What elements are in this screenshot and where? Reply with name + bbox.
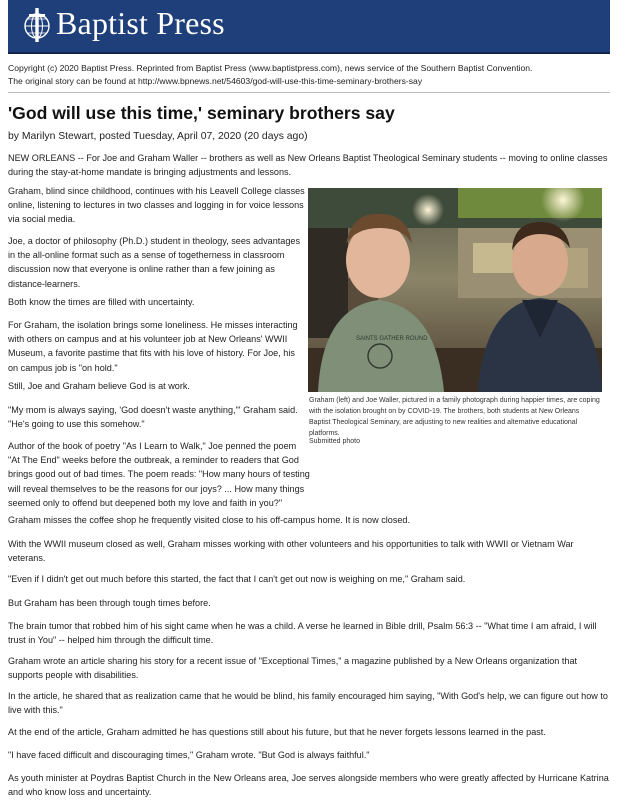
article-paragraph: Graham, blind since childhood, continues with his Leavell College classes online, listening to lectures in two classes and logging in for voice lessons via social media. bbox=[8, 186, 305, 225]
article-paragraph: Graham wrote an article sharing his story for a recent issue of "Exceptional Times," a magazine published by a New Orleans organization that supports people with disabilities. bbox=[8, 656, 578, 681]
article-paragraph: With the WWII museum closed as well, Graham misses working with other volunteers and his opportunities to talk with WWII or Vietnam War veterans. bbox=[8, 539, 574, 564]
article-paragraph: Both know the times are filled with uncertainty. bbox=[8, 297, 195, 307]
article-photo bbox=[308, 188, 602, 392]
article-paragraph: But Graham has been through tough times before. bbox=[8, 598, 211, 608]
article-paragraph: "I have faced difficult and discouraging times," Graham wrote. "But God is always faithful." bbox=[8, 750, 370, 760]
copyright-line: Copyright (c) 2020 Baptist Press. Reprinted from Baptist Press (www.baptistpress.com), news service of the Southern Baptist Convention. bbox=[8, 63, 533, 73]
article-paragraph: "Even if I didn't get out much before this started, the fact that I can't get out now is weighing on me," Graham said. bbox=[8, 574, 466, 584]
original-story-line: The original story can be found at http://www.bpnews.net/54603/god-will-use-this-time-seminary-brothers-say bbox=[8, 75, 423, 86]
cross-globe-icon bbox=[22, 8, 52, 42]
article-paragraph: Graham misses the coffee shop he frequently visited close to his off-campus home. It is now closed. bbox=[8, 515, 411, 525]
article-headline: 'God will use this time,' seminary brothers say bbox=[8, 103, 395, 123]
masthead-title: Baptist Press bbox=[56, 5, 225, 41]
article-paragraph: The brain tumor that robbed him of his sight came when he was a child. A verse he learned in Bible drill, Psalm 56:3 -- "What time I am afraid, I will trust in You" -- helped him through the difficult time. bbox=[8, 621, 597, 646]
photo-caption: Graham (left) and Joe Waller, pictured in a family photograph during happier times, are coping with the isolation brought on by COVID-19. The brothers, both students at New Orleans Baptist Theological Seminary, are adjusting to new realities and alternative educational platforms. bbox=[309, 397, 600, 437]
article-paragraph-part: Author of the book of poetry "As I Learn to Walk," Joe penned the poem "At The End" weeks before the outbreak, a reminder to readers that God brings good out of bad times. The poem reads: "How many hours of testing will reveal themselves to be the reasons for our joys? ... How many things seemed only to offend but deepened both my love and faith in you?" bbox=[8, 441, 310, 508]
article-paragraph: "My mom is always saying, 'God doesn't waste anything,'" Graham said. "He's going to use this somehow." bbox=[8, 405, 298, 430]
copyright-notice bbox=[8, 62, 610, 87]
article-paragraph: NEW ORLEANS -- For Joe and Graham Waller -- brothers as well as New Orleans Baptist Theological Seminary students -- moving to online classes during the stay-at-home mandate is bringing adjustments and lessons. bbox=[8, 153, 608, 178]
article-paragraph: Joe, a doctor of philosophy (Ph.D.) student in theology, sees advantages in the all-online format such as a sense of togetherness in classroom discussion now that everyone is online rather than a few joining as distance-learners. bbox=[8, 236, 301, 289]
brothers-photo-illustration bbox=[308, 188, 602, 392]
article-paragraph: Still, Joe and Graham believe God is at work. bbox=[8, 381, 190, 391]
article-paragraph: For Graham, the isolation brings some loneliness. He misses interacting with others on campus and at his volunteer job at New Orleans' WWII Museum, a favorite pastime that fits with his love of history. For Joe, his on campus job is "on hold." bbox=[8, 320, 298, 373]
article-byline: by Marilyn Stewart, posted Tuesday, April 07, 2020 (20 days ago) bbox=[8, 131, 308, 142]
article-paragraph: At the end of the article, Graham admitted he has questions still about his future, but that he never forgets lessons learned in the past. bbox=[8, 727, 546, 737]
shirt-print: SAINTS GATHER ROUND bbox=[356, 336, 428, 342]
photo-credit: Submitted photo bbox=[309, 438, 360, 445]
divider bbox=[8, 92, 610, 93]
article-paragraph: In the article, he shared that as realization came that he would be blind, his family encouraged him saying, "With God's help, we can figure out how to live with this." bbox=[8, 691, 608, 716]
article-paragraph-wrap-top bbox=[8, 439, 310, 510]
article-paragraph: As youth minister at Poydras Baptist Church in the New Orleans area, Joe serves alongside members who were greatly affected by Hurricane Katrina and who know loss and uncertainty. bbox=[8, 773, 609, 798]
masthead-banner bbox=[8, 0, 610, 54]
